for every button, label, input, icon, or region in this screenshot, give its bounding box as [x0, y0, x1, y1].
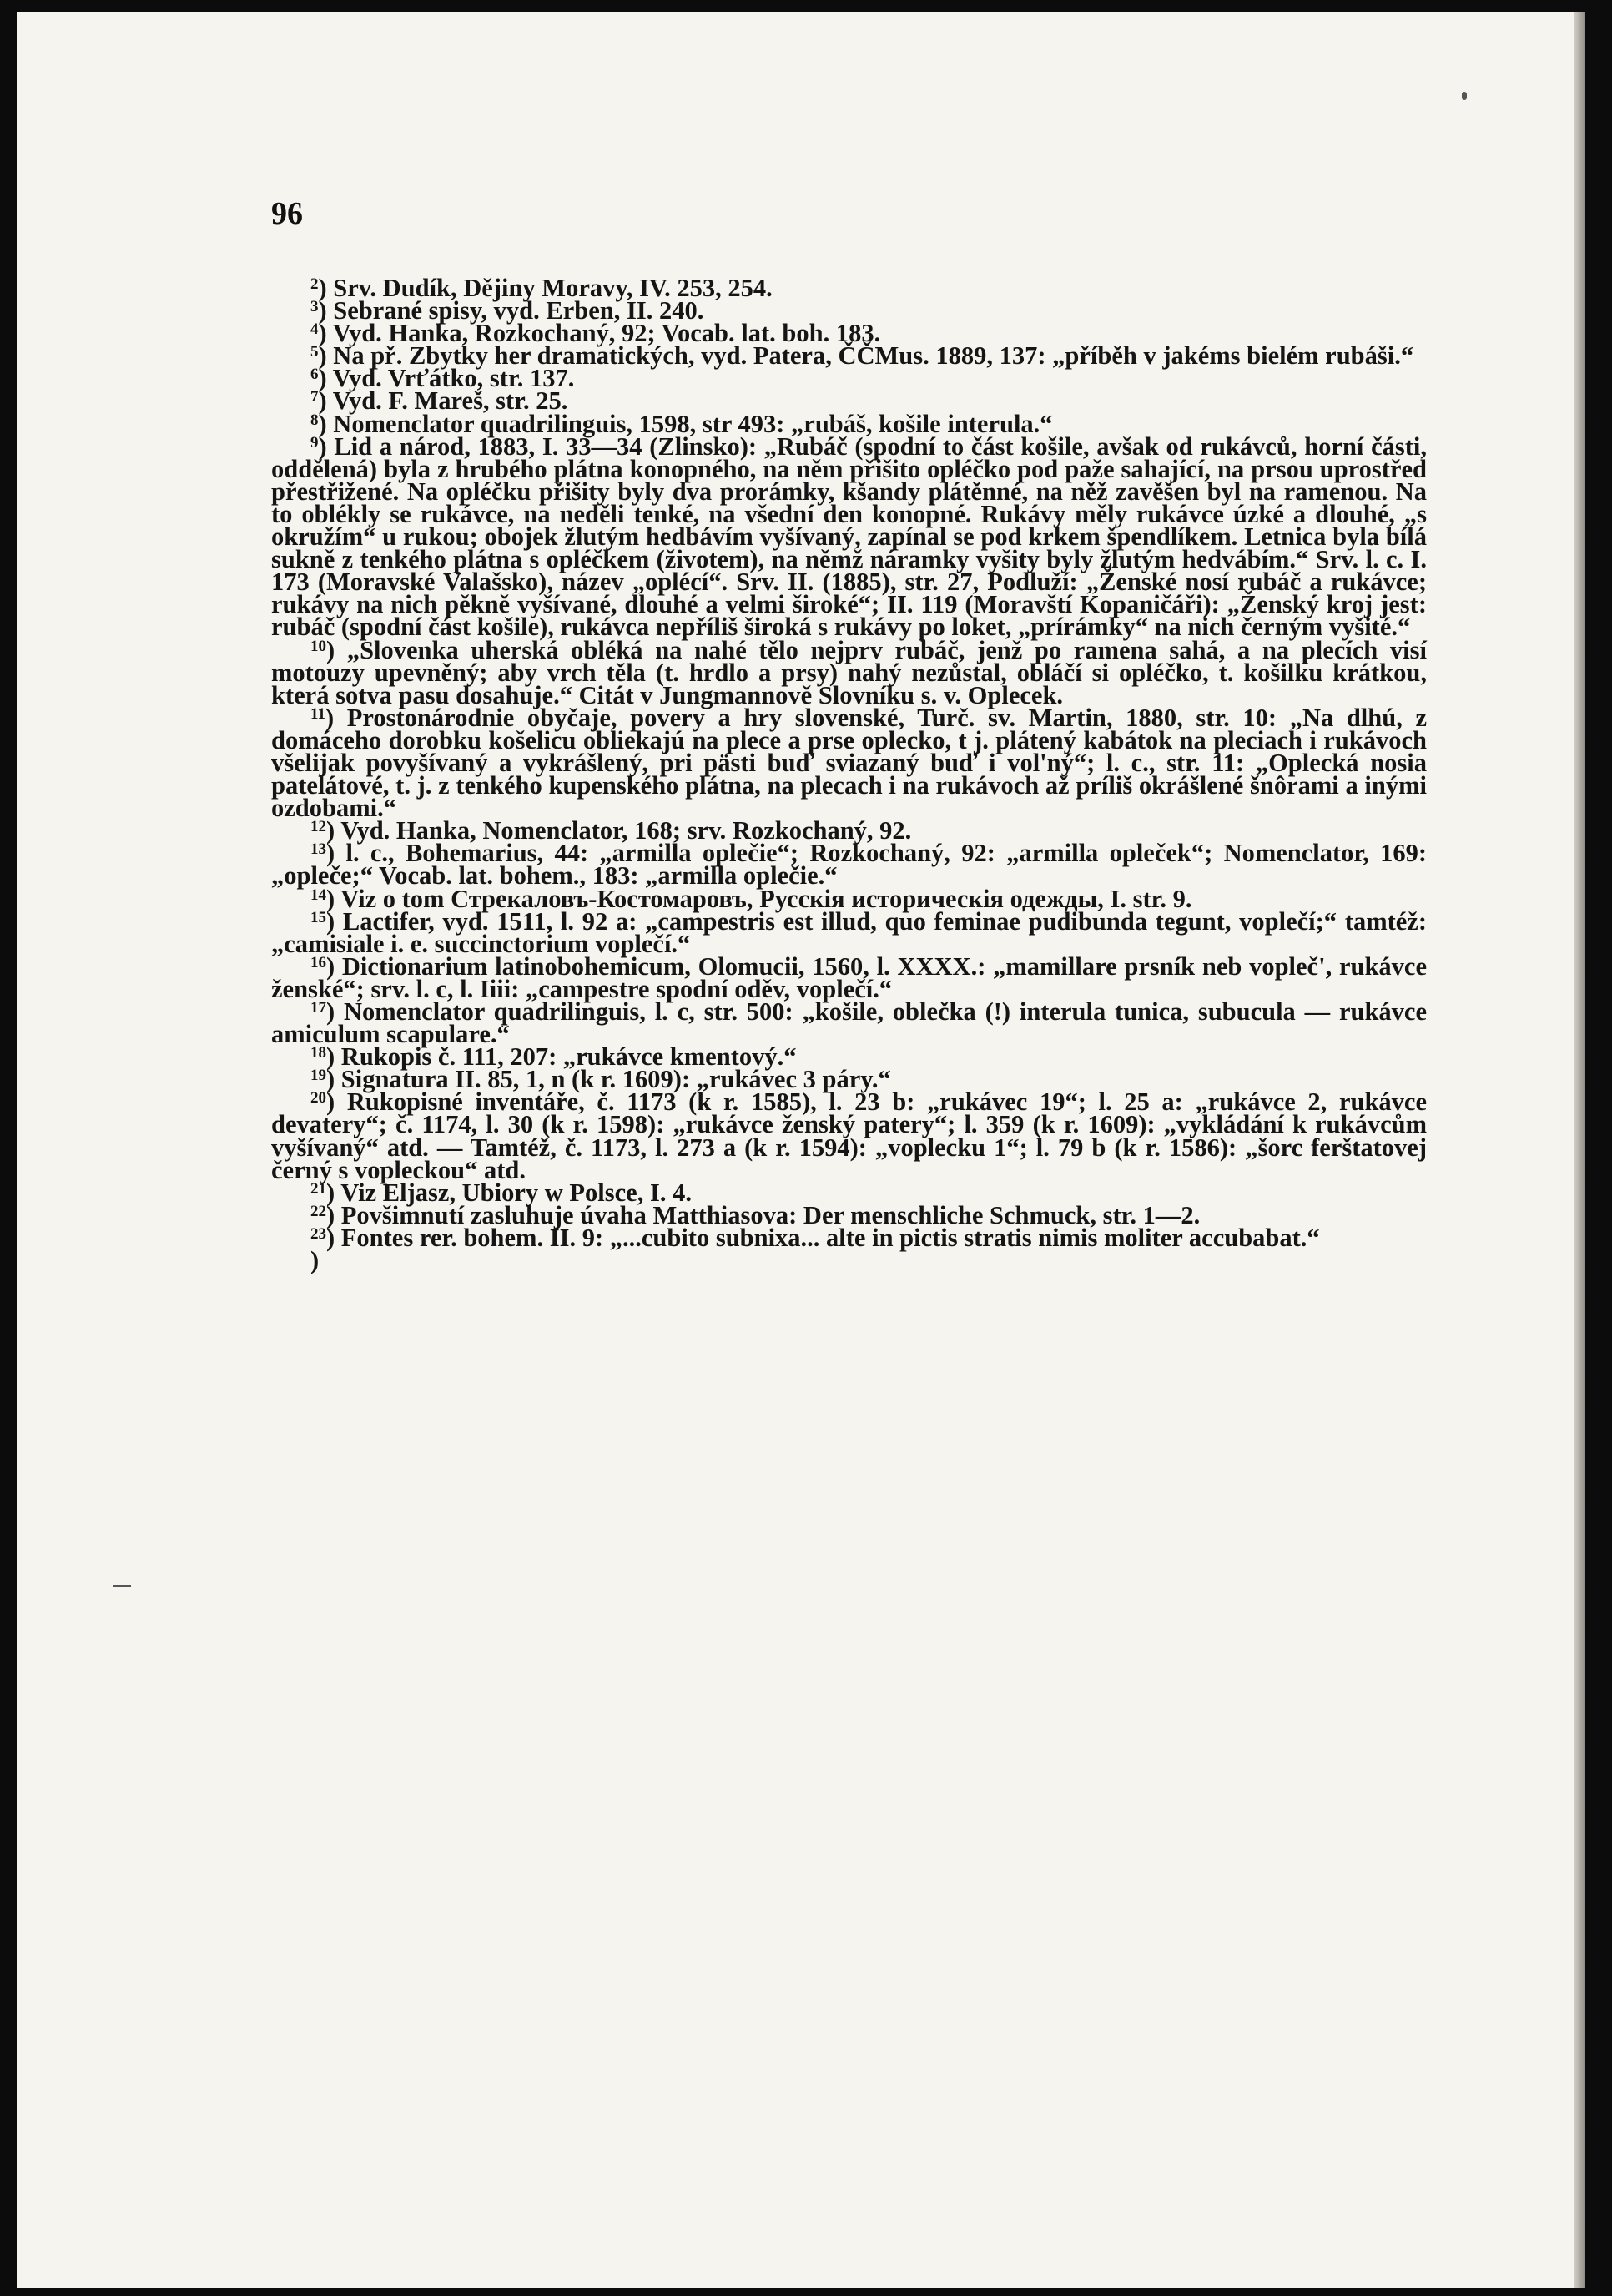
footnote-marker: 23 [310, 1224, 326, 1243]
footnote-marker: 17 [310, 999, 326, 1017]
margin-mark [113, 1585, 131, 1587]
footnote-marker: 12 [310, 818, 326, 836]
footnote-marker: 5 [310, 343, 319, 361]
footnote-text: Prostonárodnie obyčaje, povery a hry slovenské, Turč. sv. Martin, 1880, str. 10: „Na dlhú, z domáceho dorobku košelicu obliekajú na plece a prse oplecko, t j. plátený kabátok na pleciach i rukávoch všelijak povyšívaný a vykrášlený, pri pästi buď sviazaný buď i vol'ný“; l. c., str. 11: „Oplecká nosia patelátové, t. j. z tenkého kupenského plátna, na plecach i na rukávoch až príliš okrášlené šnôrami a inými ozdobami.“ [271, 703, 1427, 823]
footnote-marker: 13 [310, 840, 326, 859]
footnote-marker: 10 [310, 637, 326, 655]
footnote: $^{14}$) Viz o tom Стрекаловъ-Костомаровъ, Русскія историческія одежды, I. str. 9. [310, 884, 1192, 913]
footnote-text: Vyd. Hanka, Nomenclator, 168; srv. Rozkochaný, 92. [340, 816, 912, 845]
book-page [17, 12, 1585, 2288]
footnote: $^{15}$) Lactifer, vyd. 1511, l. 92 a: „campestris est illud, quo feminae pudibunda tegunt, voplečí;“ tamtéž: „camisiale i. e. succinctorium voplečí.“ [271, 906, 1427, 958]
footnote-text: Srv. Dudík, Dějiny Moravy, IV. 253, 254. [333, 274, 773, 302]
footnote-text: Lactifer, vyd. 1511, l. 92 a: „campestris est illud, quo feminae pudibunda tegunt, voplečí;“ tamtéž: „camisiale i. e. succinctorium voplečí.“ [271, 906, 1427, 958]
footnote: $^{18}$) Rukopis č. 111, 207: „rukávce kmentový.“ [310, 1042, 797, 1072]
footnote-marker: 6 [310, 366, 319, 384]
footnote: $^{23}$) Fontes rer. bohem. II. 9: „...cubito subnixa... alte in pictis stratis nimis moliter accubabat.“ [310, 1223, 1320, 1252]
footnote-marker: 4 [310, 320, 319, 339]
footnote-marker: 2 [310, 275, 319, 293]
page-number: 96 [271, 196, 303, 231]
footnote: $^2$) Srv. Dudík, Dějiny Moravy, IV. 253, 254. [310, 274, 773, 302]
footnote-marker: 3 [310, 298, 319, 316]
footnote: $^9$) Lid a národ, 1883, I. 33—34 (Zlinsko): „Rubáč (spodní to část košile, avšak od rukávců, horní části, oddělená) byla z hrubého plátna konopného, na něm přišito opléčko pod paže sahající, na prsou uprostřed přestřižené. Na opléčku přišity byly dva prorámky, kšandy plátěnné, na něž zavěšen byl na ramenou. Na to oblékly se rukávce, na neděli tenké, na všední den konopné. Rukávy měly rukávce úzké a dlouhé, „s okružím“ u rukou; obojek žlutým hedbávím vyšívaný, zapínal se pod krkem špendlíkem. Letnica byla bílá sukně z tenkého plátna s opléčkem (životem), na němž náramky vyšity byly žlutým hedvábím.“ Srv. l. c. I. 173 (Moravské Valašsko), název „oplécí“. Srv. II. (1885), str. 27, Podluží: „Ženské nosí rubáč a rukávce; rukávy na nich pěkně vyšívané, dlouhé a velmi široké“; II. 119 (Moravští Kopaničáři): „Ženský kroj jest: rubáč (spodní část košile), rukávca nepříliš široká s rukávy po loket, „prírámky“ na nich černým vyšité.“ [271, 431, 1427, 642]
footnote: $^{16}$) Dictionarium latinobohemicum, Olomucii, 1560, l. XXXX.: „mamillare prsník neb vopleč', rukávce ženské“; srv. l. c, l. Iiii: „campestre spodní oděv, voplečí.“ [271, 951, 1427, 1003]
footnote-text: Sebrané spisy, vyd. Erben, II. 240. [333, 296, 704, 325]
footnote-text: Nomenclator quadrilinguis, 1598, str 493: „rubáš, košile interula.“ [333, 409, 1053, 438]
footnote-text: Rukopisné inventáře, č. 1173 (k r. 1585), l. 23 b: „rukávec 19“; l. 25 a: „rukávce 2, rukávce devatery“; č. 1174, l. 30 (k r. 1598): „rukávce ženský patery“; l. 359 (k r. 1609): „vykládání k rukávcům vyšívaný“ atd. — Tamtéž, č. 1173, l. 273 a (k r. 1594): „voplecku 1“; l. 79 b (k r. 1586): „šorc ferštatovej černý s vopleckou“ atd. [271, 1087, 1427, 1184]
footnote: $^{22}$) Povšimnutí zasluhuje úvaha Matthiasova: Der menschliche Schmuck, str. 1—2. [310, 1200, 1201, 1229]
footnote-marker: 19 [310, 1067, 326, 1085]
footnote: $^{21}$) Viz Eljasz, Ubiory w Polsce, I. 4. [310, 1178, 692, 1207]
footnote-text: l. c., Bohemarius, 44: „armilla oplečie“; Rozkochaný, 92: „armilla opleček“; Nomenclator, 169: „opleče;“ Vocab. lat. bohem., 183: „armilla oplečie.“ [271, 839, 1427, 891]
footnote-marker: 18 [310, 1044, 326, 1062]
footnote: $^3$) Sebrané spisy, vyd. Erben, II. 240. [310, 296, 704, 325]
footnote-marker: 16 [310, 953, 326, 971]
footnote: $^7$) Vyd. F. Mareš, str. 25. [310, 386, 568, 416]
footnote-marker: 15 [310, 908, 326, 926]
page-spine-shadow [1574, 12, 1585, 2288]
footnote: $^{19}$) Signatura II. 85, 1, n (k r. 1609): „rukávec 3 páry.“ [310, 1065, 891, 1094]
footnote-text: Nomenclator quadrilinguis, l. c, str. 500: „košile, oblečka (!) interula tunica, subucula — rukávce amiculum scapulare.“ [271, 997, 1427, 1049]
footnote-marker: 20 [310, 1089, 326, 1108]
footnote: $^{20}$) Rukopisné inventáře, č. 1173 (k r. 1585), l. 23 b: „rukávec 19“; l. 25 a: „rukávce 2, rukávce devatery“; č. 1174, l. 30 (k r. 1598): „rukávce ženský patery“; l. 359 (k r. 1609): „vykládání k rukávcům vyšívaný“ atd. — Tamtéž, č. 1173, l. 273 a (k r. 1594): „voplecku 1“; l. 79 b (k r. 1586): „šorc ferštatovej černý s vopleckou“ atd. [271, 1087, 1427, 1184]
footnote: $^5$) Na př. Zbytky her dramatických, vyd. Patera, ČČMus. 1889, 137: „příběh v jakéms bielém rubáši.“ [310, 341, 1414, 371]
footnote-text: „Slovenka uherská obléká na nahé tělo nejprv rubáč, jenž po ramena sahá, a na plecích visí motouzy upevněný; aby vrch těla (t. hrdlo a prsy) nahý nezůstal, obláčí si opléčko, t. košilku krátkou, která sotva pasu dosahuje.“ Citát v Jungmannově Slovníku s. v. Oplecek. [271, 635, 1427, 709]
footnote: $^{11}$) Prostonárodnie obyčaje, povery a hry slovenské, Turč. sv. Martin, 1880, str. 10: „Na dlhú, z domáceho dorobku košelicu obliekajú na plece a prse oplecko, t j. plátený kabátok na pleciach i rukávoch všelijak povyšívaný a vykrášlený, pri pästi buď sviazaný buď i vol'ný“; l. c., str. 11: „Oplecká nosia patelátové, t. j. z tenkého kupenského plátna, na plecach i na rukávoch až príliš okrášlené šnôrami a inými ozdobami.“ [271, 703, 1427, 823]
footnote: $^4$) Vyd. Hanka, Rozkochaný, 92; Vocab. lat. boh. 183. [310, 319, 881, 348]
footnote-marker: 7 [310, 388, 319, 406]
footnote-marker: 11 [310, 704, 325, 723]
footnote-text: Signatura II. 85, 1, n (k r. 1609): „rukávec 3 páry.“ [340, 1065, 891, 1094]
footnote-text: Vyd. F. Mareš, str. 25. [332, 386, 568, 416]
footnote-text: Povšimnutí zasluhuje úvaha Matthiasova: Der menschliche Schmuck, str. 1—2. [340, 1200, 1201, 1229]
corner-speck [1462, 92, 1467, 100]
footnote-marker: 22 [310, 1202, 326, 1220]
footnote-marker: 9 [310, 433, 319, 452]
footnote-text: Lid a národ, 1883, I. 33—34 (Zlinsko): „Rubáč (spodní to část košile, avšak od rukávců, horní části, oddělená) byla z hrubého plátna konopného, na něm přišito opléčko pod paže sahající, na prsou uprostřed přestřižené. Na opléčku přišity byly dva prorámky, kšandy plátěnné, na něž zavěšen byl na ramenou. Na to oblékly se rukávce, na neděli tenké, na všední den konopné. Rukávy měly rukávce úzké a dlouhé, „s okružím“ u rukou; obojek žlutým hedbávím vyšívaný, zapínal se pod krkem špendlíkem. Letnica byla bílá sukně z tenkého plátna s opléčkem (životem), na němž náramky vyšity byly žlutým hedvábím.“ Srv. l. c. I. 173 (Moravské Valašsko), název „oplécí“. Srv. II. (1885), str. 27, Podluží: „Ženské nosí rubáč a rukávce; rukávy na nich pěkně vyšívané, dlouhé a velmi široké“; II. 119 (Moravští Kopaničáři): „Ženský kroj jest: rubáč (spodní část košile), rukávca nepříliš široká s rukávy po loket, „prírámky“ na nich černým vyšité.“ [271, 431, 1427, 642]
footnote: $^8$) Nomenclator quadrilinguis, 1598, str 493: „rubáš, košile interula.“ [310, 409, 1053, 438]
footnote: ) [310, 1246, 320, 1275]
footnote: $^{12}$) Vyd. Hanka, Nomenclator, 168; srv. Rozkochaný, 92. [310, 816, 912, 845]
footnote-text: Viz Eljasz, Ubiory w Polsce, I. 4. [340, 1178, 692, 1207]
footnote-text: Fontes rer. bohem. II. 9: „...cubito subnixa... alte in pictis stratis nimis moliter accubabat.“ [340, 1223, 1320, 1252]
footnote-marker: 8 [310, 411, 319, 429]
footnote-marker: 21 [310, 1179, 326, 1198]
footnote: $^{13}$) l. c., Bohemarius, 44: „armilla oplečie“; Rozkochaný, 92: „armilla opleček“; Nomenclator, 169: „opleče;“ Vocab. lat. bohem., 183: „armilla oplečie.“ [271, 839, 1427, 891]
footnote-text: Viz o tom Стрекаловъ-Костомаровъ, Русскія историческія одежды, I. str. 9. [340, 884, 1192, 913]
footnote-text: Vyd. Hanka, Rozkochaný, 92; Vocab. lat. boh. 183. [332, 319, 881, 348]
footnote-text: Na př. Zbytky her dramatických, vyd. Patera, ČČMus. 1889, 137: „příběh v jakéms bielém rubáši.“ [333, 341, 1414, 371]
footnotes-block [271, 274, 1427, 1275]
footnote-text: Dictionarium latinobohemicum, Olomucii, 1560, l. XXXX.: „mamillare prsník neb vopleč', rukávce ženské“; srv. l. c, l. Iiii: „campestre spodní oděv, voplečí.“ [271, 951, 1427, 1003]
footnote-text: Vyd. Vrťátko, str. 137. [332, 364, 575, 393]
footnote: $^6$) Vyd. Vrťátko, str. 137. [310, 364, 575, 393]
footnote: $^{10}$) „Slovenka uherská obléká na nahé tělo nejprv rubáč, jenž po ramena sahá, a na plecích visí motouzy upevněný; aby vrch těla (t. hrdlo a prsy) nahý nezůstal, obláčí si opléčko, t. košilku krátkou, která sotva pasu dosahuje.“ Citát v Jungmannově Slovníku s. v. Oplecek. [271, 635, 1427, 709]
footnote-marker: 14 [310, 886, 326, 904]
footnote-text: Rukopis č. 111, 207: „rukávce kmentový.“ [340, 1042, 797, 1072]
footnote: $^{17}$) Nomenclator quadrilinguis, l. c, str. 500: „košile, oblečka (!) interula tunica, subucula — rukávce amiculum scapulare.“ [271, 997, 1427, 1049]
